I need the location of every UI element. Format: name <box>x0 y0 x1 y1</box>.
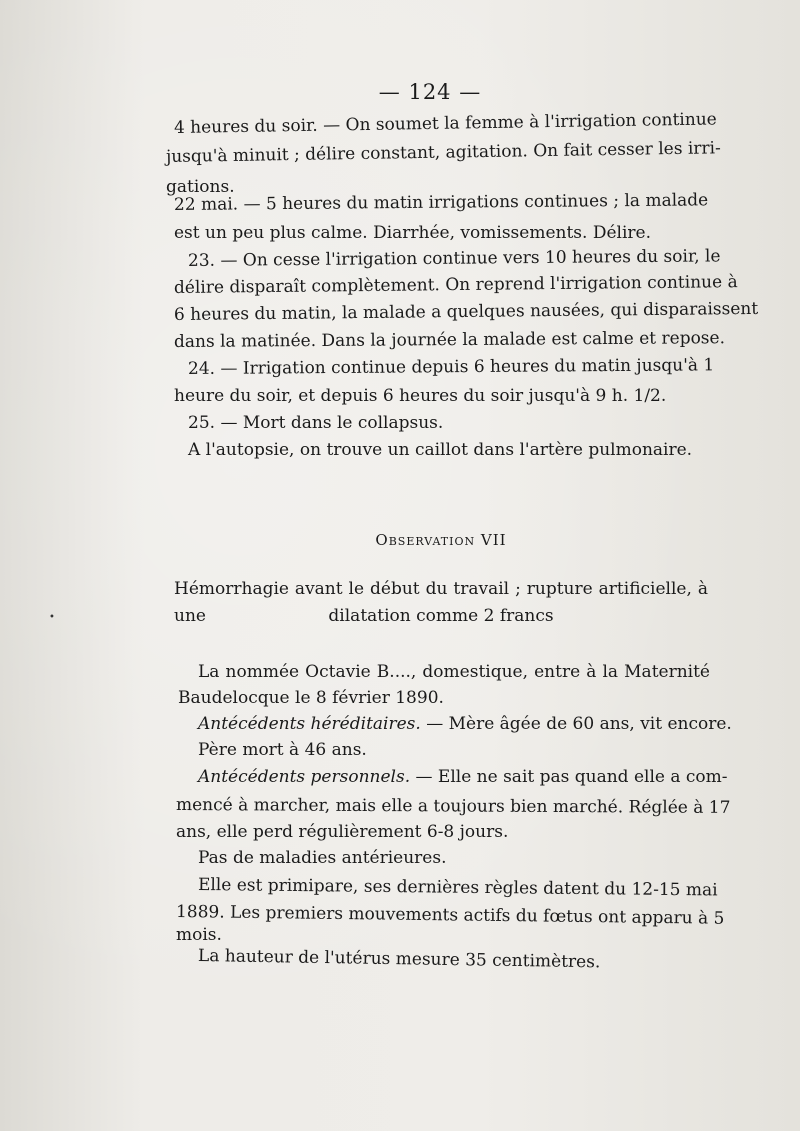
section-label: Antécédents héréditaires. <box>198 714 421 734</box>
text-line: 22 mai. — 5 heures du matin irrigations continues ; la malade <box>173 190 709 215</box>
text-line: mois. <box>176 925 222 945</box>
text-line: mencé à marcher, mais elle a toujours bien marché. Réglée à 17 <box>175 795 731 818</box>
observation-heading: Observation VII <box>375 531 507 549</box>
section-text: — Mère âgée de 60 ans, vit encore. <box>420 714 732 734</box>
text-line: 24. — Irrigation continue depuis 6 heures du matin jusqu'à 1 <box>187 355 715 379</box>
text-line: Baudelocque le 8 février 1890. <box>178 688 444 708</box>
section-label: Antécédents personnels. <box>198 767 411 787</box>
page-number: — 124 — <box>378 80 482 104</box>
text-line: 6 heures du matin, la malade a quelques nausées, qui disparaissent <box>173 298 759 325</box>
text-line: Pas de maladies antérieures. <box>198 848 447 868</box>
text-line: Père mort à 46 ans. <box>198 740 367 760</box>
text-line: 23. — On cesse l'irrigation continue vers 10 heures du soir, le <box>187 246 721 271</box>
text-line: ans, elle perd régulièrement 6-8 jours. <box>176 822 509 842</box>
observation-subtitle: Hémorrhagie avant le début du travail ; rupture artificielle, à une <box>174 579 708 626</box>
text-line: 4 heures du soir. — On soumet la femme à l'irrigation continue <box>173 109 717 138</box>
text-line: gations. <box>166 177 235 197</box>
text-line: 25. — Mort dans le collapsus. <box>188 413 444 433</box>
text-line: délire disparaît complètement. On reprend l'irrigation continue à <box>173 272 738 298</box>
text-line: dans la matinée. Dans la journée la malade est calme et repose. <box>173 328 726 352</box>
text-line <box>198 711 732 738</box>
text-line: La hauteur de l'utérus mesure 35 centimètres. <box>197 946 601 973</box>
observation-subtitle: dilatation comme 2 francs <box>328 606 554 626</box>
text-line: La nommée Octavie B...., domestique, entre à la Maternité <box>198 662 710 682</box>
text-line: est un peu plus calme. Diarrhée, vomissements. Délire. <box>174 223 651 243</box>
text-line: heure du soir, et depuis 6 heures du soir jusqu'à 9 h. 1/2. <box>174 386 667 406</box>
text-line: Elle est primipare, ses dernières règles datent du 12-15 mai <box>197 875 718 901</box>
text-line: 1889. Les premiers mouvements actifs du fœtus ont apparu à 5 <box>175 902 725 929</box>
text-line: A l'autopsie, on trouve un caillot dans l'artère pulmonaire. <box>188 440 693 460</box>
margin-mark: • <box>49 612 55 623</box>
text-line: jusqu'à minuit ; délire constant, agitation. On fait cesser les irri- <box>165 138 721 167</box>
text-line <box>198 764 732 791</box>
section-text: — Elle ne sait pas quand elle a com- <box>410 767 728 787</box>
